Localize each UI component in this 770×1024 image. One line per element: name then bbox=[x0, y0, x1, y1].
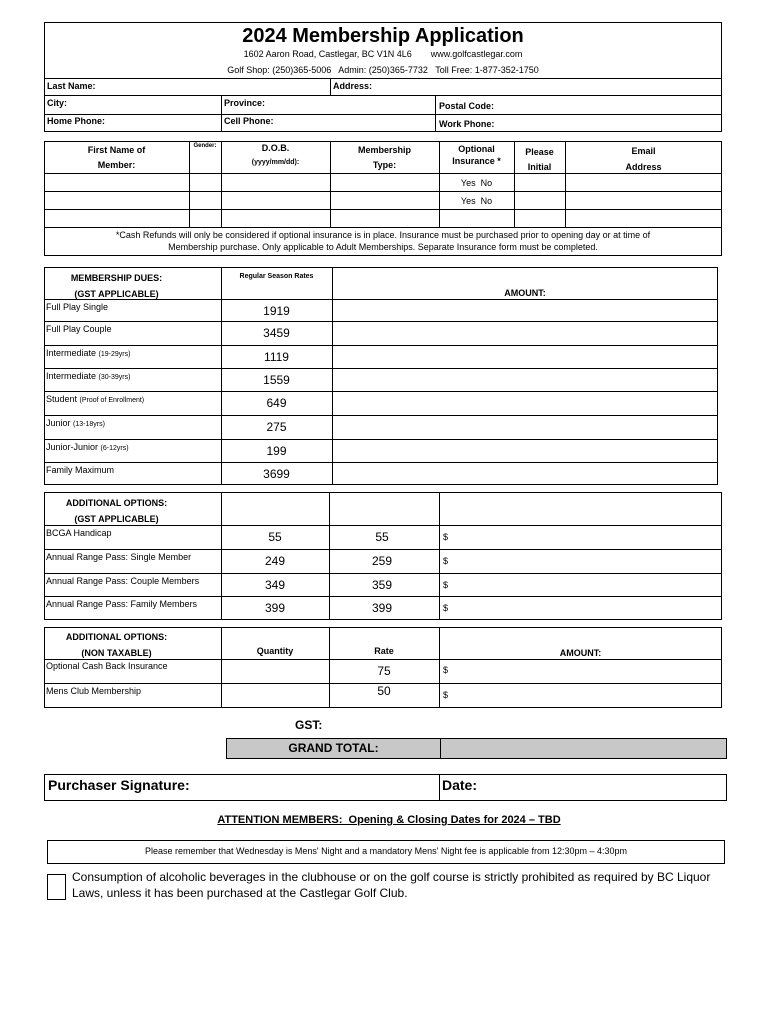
header-insurance-line2: Insurance * bbox=[452, 156, 501, 166]
header-email-line2: Address bbox=[625, 162, 662, 172]
gst-row-label: Annual Range Pass: Family Members bbox=[46, 599, 198, 609]
dues-row-rate: 3459 bbox=[263, 326, 290, 340]
dues-row-label bbox=[46, 394, 144, 406]
header-optional-insurance bbox=[439, 143, 514, 167]
dues-row-amount[interactable] bbox=[333, 322, 717, 342]
city-label: City: bbox=[47, 98, 67, 108]
attention-notice: ATTENTION MEMBERS: Opening & Closing Dates for 2024 – TBD bbox=[217, 814, 561, 826]
header-email-address bbox=[565, 143, 722, 175]
dues-row-rate: 199 bbox=[266, 444, 287, 458]
options-gst-title-line2: (GST APPLICABLE) bbox=[74, 514, 159, 524]
gst-row-rate-2: 399 bbox=[371, 601, 393, 615]
nontax-row-label: Optional Cash Back Insurance bbox=[46, 661, 168, 671]
header-first-name bbox=[44, 143, 189, 173]
province-label: Province: bbox=[224, 98, 266, 108]
insurance-yes-no-row1[interactable]: Yes No bbox=[460, 178, 493, 188]
options-gst-title bbox=[44, 495, 189, 527]
grand-total-label: GRAND TOTAL: bbox=[288, 741, 379, 755]
gst-row-rate-1: 55 bbox=[268, 530, 282, 544]
nontax-row-amount[interactable]: $ bbox=[443, 690, 449, 700]
header-first-name-line1: First Name of bbox=[87, 145, 146, 155]
row-line bbox=[44, 573, 722, 574]
col-line bbox=[221, 627, 222, 708]
row-line bbox=[44, 549, 722, 550]
dues-row-label bbox=[46, 324, 112, 336]
header-membership-line2: Type: bbox=[372, 160, 397, 170]
nontax-amount-header: AMOUNT: bbox=[559, 648, 602, 658]
dues-amount-header: AMOUNT: bbox=[504, 288, 546, 298]
header-address-line bbox=[44, 49, 722, 60]
rate-header: Rate bbox=[374, 646, 394, 656]
gst-row-amount[interactable]: $ bbox=[443, 580, 449, 590]
gst-row-rate-1: 349 bbox=[264, 578, 286, 592]
dues-rate-header: Regular Season Rates bbox=[239, 273, 314, 280]
dues-row-note: (19-29yrs) bbox=[98, 351, 131, 358]
gst-row-label: BCGA Handicap bbox=[46, 528, 112, 538]
address-label: Address: bbox=[333, 81, 373, 91]
home-phone-label: Home Phone: bbox=[47, 116, 106, 126]
header-membership-type bbox=[330, 143, 439, 173]
dues-row-rate: 1919 bbox=[263, 304, 290, 318]
insurance-note: *Cash Refunds will only be considered if optional insurance is in place. Insurance must be purchased prior to opening day or at time of Membership purchase. Only applicable to Adult Memberships. Separate Insurance form must be completed. bbox=[115, 230, 651, 252]
dues-row-amount[interactable] bbox=[333, 369, 717, 389]
row-line bbox=[44, 191, 722, 192]
gst-label: GST: bbox=[295, 718, 323, 732]
dues-row-name: Intermediate bbox=[46, 348, 97, 358]
dues-row-amount[interactable] bbox=[333, 463, 717, 483]
dues-row-rate: 1119 bbox=[264, 350, 289, 364]
dues-row-name: Junior-Junior bbox=[46, 442, 99, 452]
gst-row-amount[interactable]: $ bbox=[443, 603, 449, 613]
col-line bbox=[439, 492, 440, 620]
row-line bbox=[44, 227, 722, 228]
dues-title-line2: (GST APPLICABLE) bbox=[74, 289, 159, 299]
header-gender: Gender: bbox=[193, 143, 217, 149]
club-address: 1602 Aaron Road, Castlegar, BC V1N 4L6 bbox=[243, 49, 412, 59]
dues-row-amount[interactable] bbox=[333, 300, 717, 320]
header-insurance-line1: Optional bbox=[458, 144, 495, 154]
options-nontax-title-line1: ADDITIONAL OPTIONS: bbox=[65, 632, 168, 642]
header-initial-line1: Please bbox=[525, 147, 554, 157]
dues-row-note: (6-12yrs) bbox=[100, 445, 129, 452]
acknowledge-checkbox[interactable] bbox=[47, 874, 66, 900]
insurance-yes-no-row2[interactable]: Yes No bbox=[460, 196, 493, 206]
date-label: Date: bbox=[442, 777, 478, 793]
header-membership-line1: Membership bbox=[357, 145, 411, 155]
dues-row-amount[interactable] bbox=[333, 392, 717, 412]
dues-row-amount[interactable] bbox=[333, 346, 717, 366]
dues-title bbox=[44, 270, 189, 302]
dues-row-note: (13-18yrs) bbox=[73, 421, 105, 428]
quantity-header: Quantity bbox=[256, 646, 294, 656]
cell-phone-label: Cell Phone: bbox=[224, 116, 274, 126]
dues-row-note: (30-39yrs) bbox=[98, 374, 131, 381]
header-dob bbox=[221, 143, 330, 167]
city-field[interactable] bbox=[44, 95, 222, 115]
header-dob-line1: D.O.B. bbox=[261, 143, 290, 153]
row-line bbox=[44, 596, 722, 597]
col-line bbox=[439, 627, 440, 708]
options-nontax-title-line2: (NON TAXABLE) bbox=[81, 648, 152, 658]
dues-row-label bbox=[46, 302, 108, 314]
options-gst-title-line1: ADDITIONAL OPTIONS: bbox=[65, 498, 168, 508]
dues-row-name: Full Play Couple bbox=[46, 324, 112, 334]
gst-row-amount[interactable]: $ bbox=[443, 532, 449, 542]
dues-row-label bbox=[46, 442, 129, 454]
dues-row-label bbox=[46, 371, 130, 383]
dues-row-name: Family Maximum bbox=[46, 465, 115, 475]
dues-row-label bbox=[46, 348, 130, 360]
gst-row-rate-2: 359 bbox=[371, 578, 393, 592]
dues-row-name: Intermediate bbox=[46, 371, 97, 381]
dues-row-rate: 275 bbox=[266, 420, 287, 434]
nontax-row-label: Mens Club Membership bbox=[46, 686, 142, 696]
purchaser-signature-label: Purchaser Signature: bbox=[48, 777, 190, 793]
date-field[interactable] bbox=[439, 774, 727, 801]
postal-code-label: Postal Code: bbox=[439, 101, 495, 111]
col-line bbox=[189, 141, 190, 228]
dues-row-note: (Proof of Enrollment) bbox=[79, 397, 145, 404]
dues-row-label bbox=[46, 465, 114, 477]
gst-row-rate-2: 259 bbox=[371, 554, 393, 568]
nontax-row-rate: 50 bbox=[377, 684, 391, 698]
gst-row-label: Annual Range Pass: Single Member bbox=[46, 552, 192, 562]
mens-night-reminder: Please remember that Wednesday is Mens' Night and a mandatory Mens' Night fee is applicable from 12:30pm – 4:30pm bbox=[144, 846, 628, 856]
dues-row-name: Junior bbox=[46, 418, 71, 428]
dues-row-rate: 1559 bbox=[263, 373, 290, 387]
dues-row-amount[interactable] bbox=[333, 440, 717, 460]
row-line bbox=[44, 209, 722, 210]
gst-row-rate-1: 249 bbox=[264, 554, 286, 568]
club-contacts: Golf Shop: (250)365-5006 Admin: (250)365-7732 Toll Free: 1-877-352-1750 bbox=[227, 65, 539, 75]
club-website: www.golfcastlegar.com bbox=[430, 49, 523, 59]
page-title: 2024 Membership Application bbox=[242, 25, 524, 47]
header-email-line1: Email bbox=[631, 146, 656, 156]
options-nontax-title bbox=[44, 629, 189, 661]
dues-title-line1: MEMBERSHIP DUES: bbox=[70, 273, 163, 283]
dues-row-name: Student bbox=[46, 394, 78, 404]
gst-row-label: Annual Range Pass: Couple Members bbox=[46, 576, 200, 586]
dues-row-rate: 649 bbox=[266, 396, 287, 410]
header-first-name-line2: Member: bbox=[97, 160, 136, 170]
last-name-label: Last Name: bbox=[47, 81, 96, 91]
nontax-row-amount[interactable]: $ bbox=[443, 665, 449, 675]
gst-row-rate-1: 399 bbox=[264, 601, 286, 615]
work-phone-label: Work Phone: bbox=[439, 119, 495, 129]
dues-row-rate: 3699 bbox=[263, 467, 290, 481]
header-please-initial bbox=[514, 145, 565, 175]
grand-total-field[interactable] bbox=[440, 738, 727, 759]
alcohol-notice: Consumption of alcoholic beverages in the clubhouse or on the golf course is strictly prohibited as required by BC Liquor Laws, unless it has been purchased at the Castlegar Golf Club. bbox=[72, 870, 711, 900]
address-field[interactable] bbox=[330, 78, 722, 96]
gst-row-amount[interactable]: $ bbox=[443, 556, 449, 566]
dues-row-amount[interactable] bbox=[333, 416, 717, 436]
header-initial-line2: Initial bbox=[527, 162, 552, 172]
nontax-row-rate: 75 bbox=[377, 664, 391, 678]
header-dob-line2: (yyyy/mm/dd): bbox=[251, 159, 300, 166]
gst-row-rate-2: 55 bbox=[375, 530, 389, 544]
dues-row-name: Full Play Single bbox=[46, 302, 109, 312]
dues-row-label bbox=[46, 418, 105, 430]
